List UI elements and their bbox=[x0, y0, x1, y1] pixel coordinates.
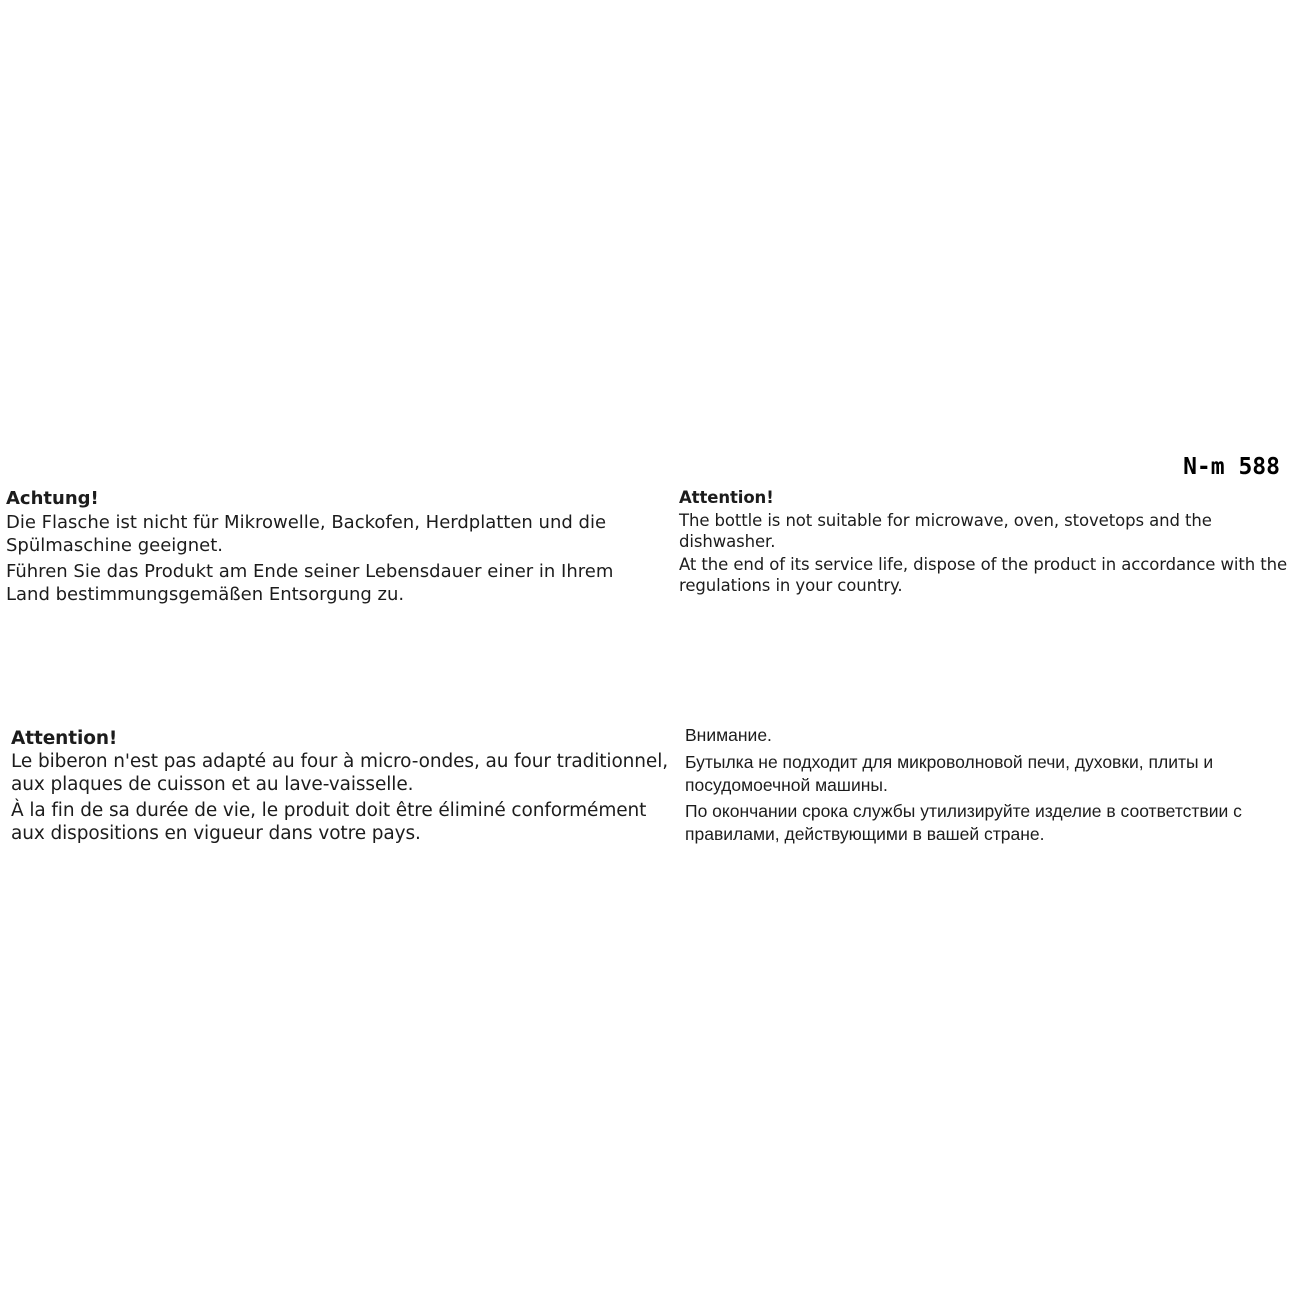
warning-text-usage: Le biberon n'est pas adapté au four à micro-ondes, au four traditionnel, aux plaques de cuisson et au lave-vaisselle. bbox=[11, 751, 669, 795]
warning-text-usage: Бутылка не подходит для микроволновой печи, духовки, плиты и посудомоечной машины. bbox=[685, 751, 1214, 795]
warning-heading: Attention! bbox=[679, 488, 774, 507]
warning-text-disposal: At the end of its service life, dispose of the product in accordance with the regulations in your country. bbox=[679, 555, 1288, 595]
warning-block-german bbox=[6, 487, 646, 607]
warning-block-english bbox=[679, 487, 1299, 596]
warning-text-usage: The bottle is not suitable for microwave, oven, stovetops and the dishwasher. bbox=[679, 511, 1212, 551]
product-code: N-m 588 bbox=[1183, 454, 1280, 480]
warning-text-disposal: Führen Sie das Produkt am Ende seiner Lebensdauer einer in Ihrem Land bestimmungsgemäßen Entsorgung zu. bbox=[6, 560, 614, 605]
warning-text-disposal: À la fin de sa durée de vie, le produit doit être éliminé conformément aux dispositions en vigueur dans votre pays. bbox=[11, 800, 647, 844]
warning-text-usage: Die Flasche ist nicht für Mikrowelle, Backofen, Herdplatten und die Spülmaschine geeignet. bbox=[6, 511, 607, 556]
warning-heading: Achtung! bbox=[6, 488, 99, 509]
warning-block-french bbox=[11, 727, 671, 845]
warning-heading: Attention! bbox=[11, 728, 118, 749]
warning-block-russian bbox=[685, 724, 1297, 847]
warning-heading: Внимание. bbox=[685, 725, 772, 745]
warning-text-disposal: По окончании срока службы утилизируйте изделие в соответствии с правилами, действующими в вашей стране. bbox=[685, 800, 1242, 844]
